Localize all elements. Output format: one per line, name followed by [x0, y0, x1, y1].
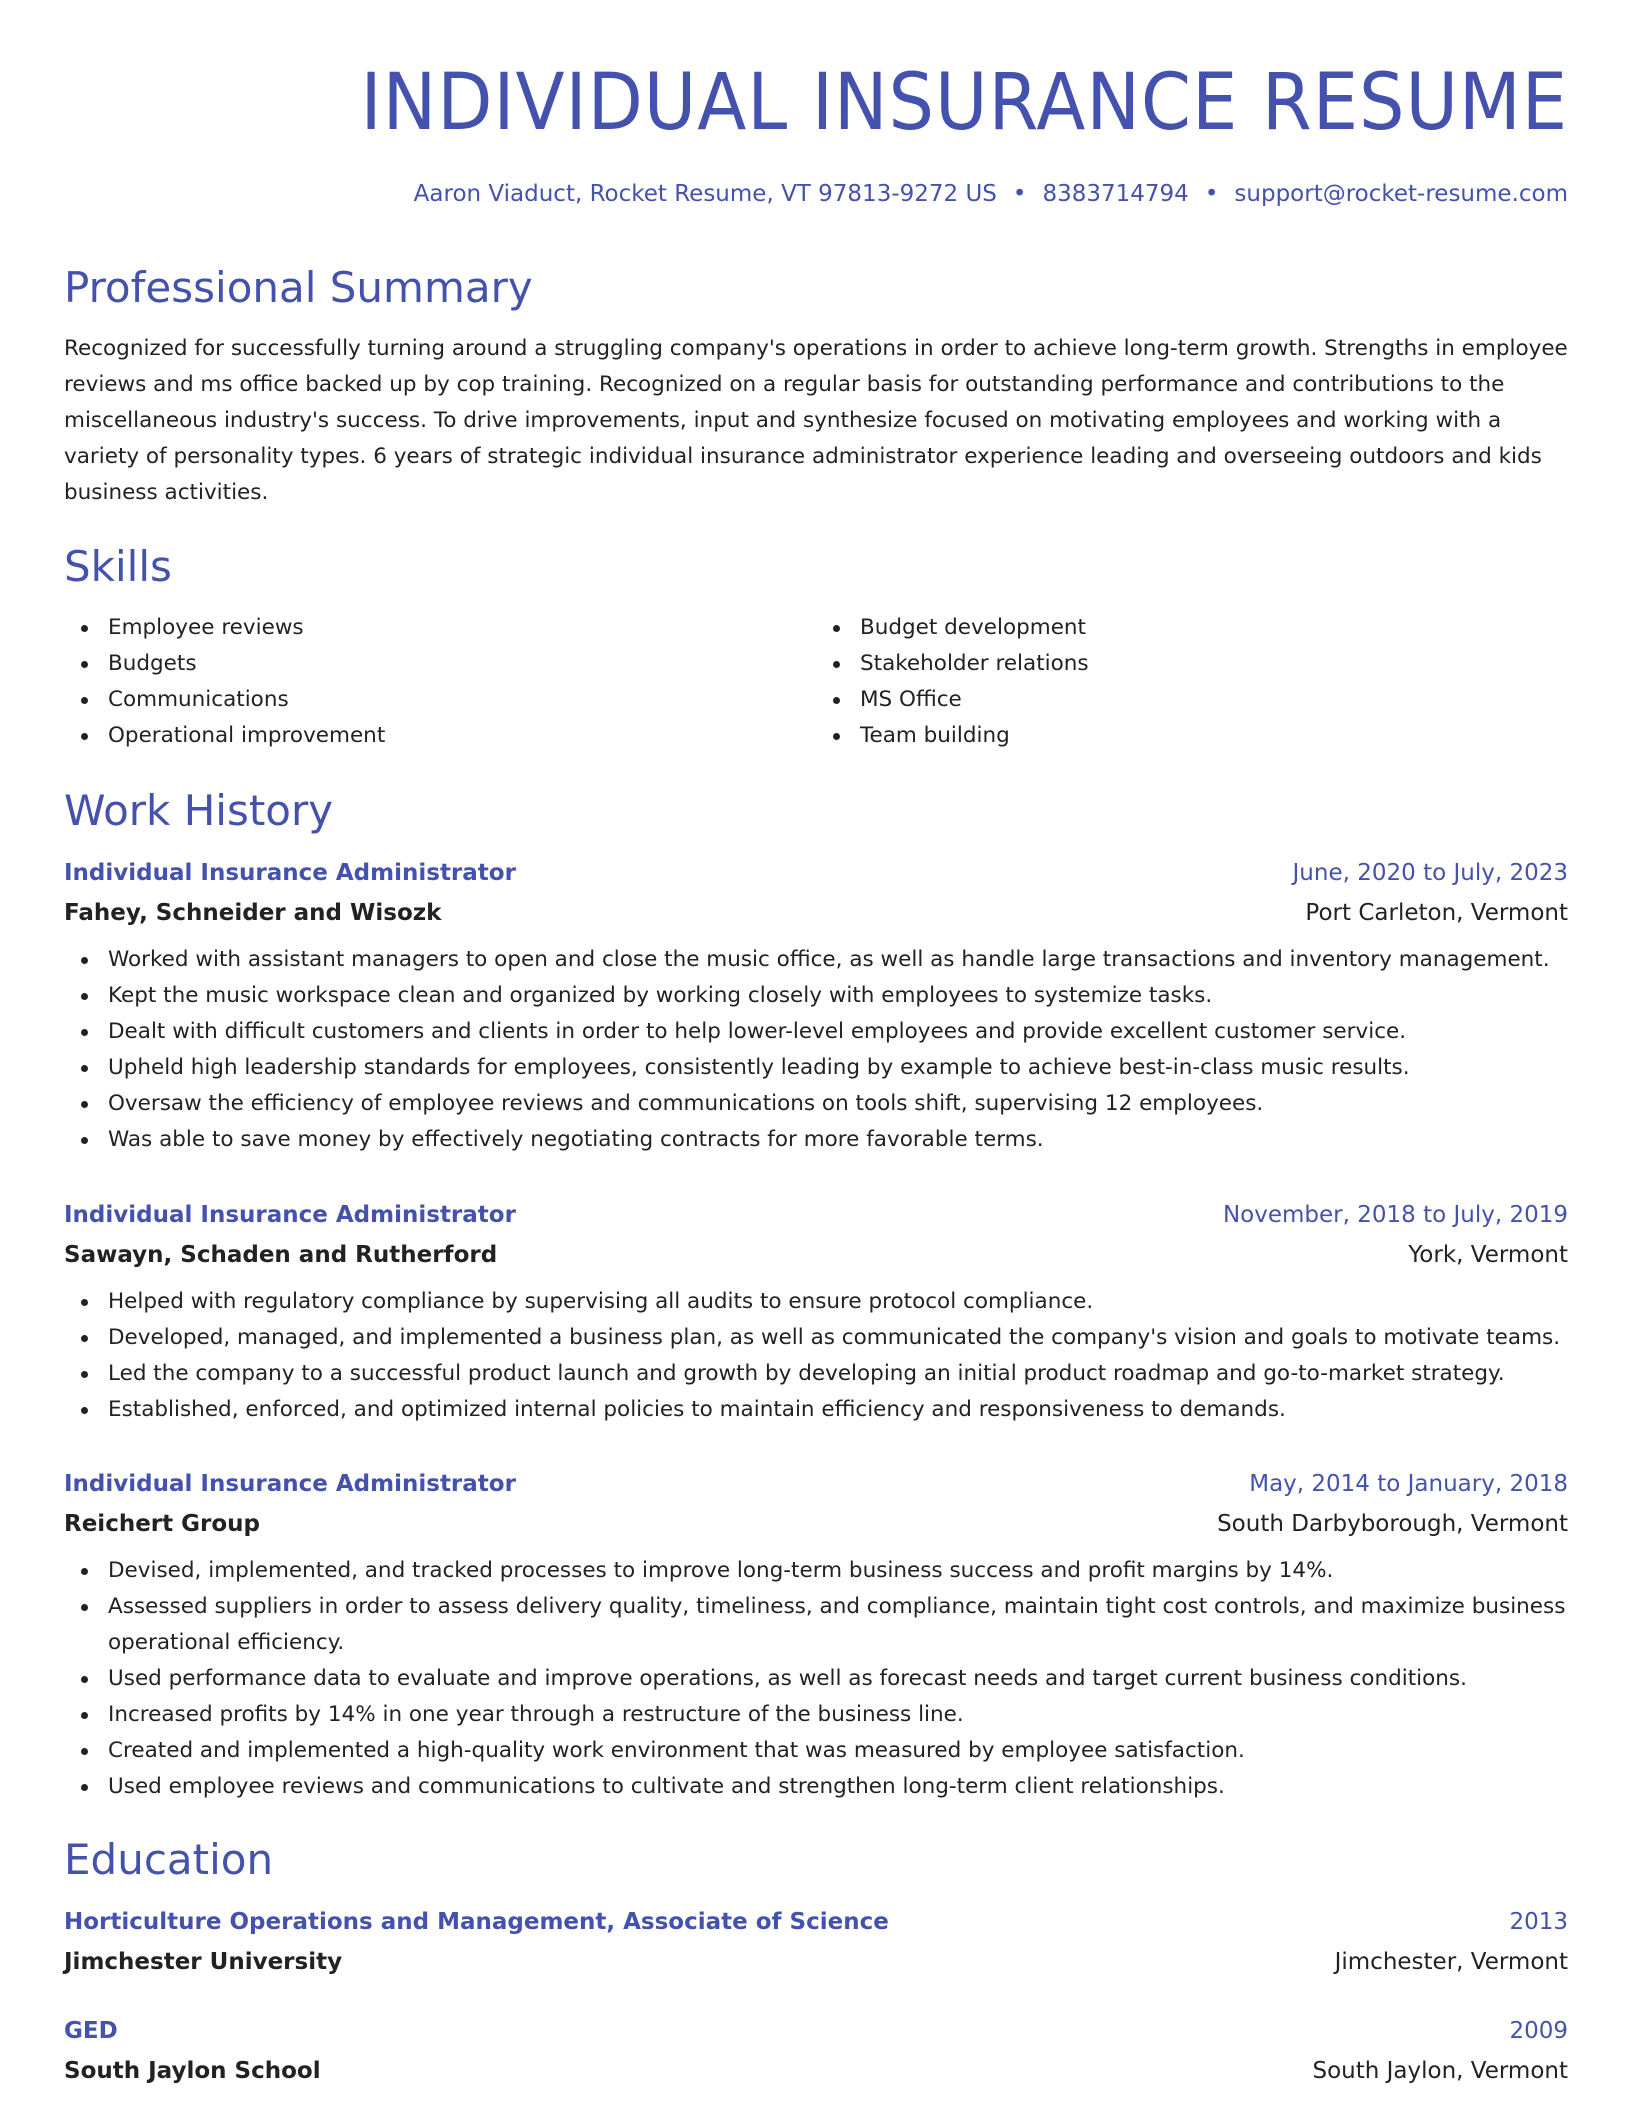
- job-location: York, Vermont: [1408, 1242, 1568, 1268]
- section-heading-summary: Professional Summary: [64, 263, 533, 312]
- education-school: Jimchester University: [64, 1949, 343, 1975]
- job-bullet: Dealt with difficult customers and clients in order to help lower-level employees and provide excellent customer service.: [64, 1014, 1568, 1050]
- job-bullets: [64, 1553, 1568, 1805]
- job-bullet: Was able to save money by effectively negotiating contracts for more favorable terms.: [64, 1122, 1568, 1158]
- job-dates: June, 2020 to July, 2023: [1292, 860, 1568, 886]
- education-degree: GED: [64, 2018, 118, 2044]
- skill-item: Employee reviews: [64, 610, 816, 646]
- summary-text: Recognized for successfully turning around a struggling company's operations in order to achieve long-term growth. Strengths in employee reviews and ms office backed up by cop training. Recognized on a regular basis for outstanding performance and contributions to the miscellaneous industry's success. To drive improvements, input and synthesize focused on motivating employees and working with a variety of personality types. 6 years of strategic individual insurance administrator experience leading and overseeing outdoors and kids business activities.: [64, 336, 1568, 505]
- job-bullet: Increased profits by 14% in one year through a restructure of the business line.: [64, 1697, 1568, 1733]
- section-heading-skills: Skills: [64, 542, 172, 591]
- contact-phone: 8383714794: [1042, 181, 1189, 207]
- job-subheader: [64, 898, 1568, 928]
- job-title: Individual Insurance Administrator: [64, 860, 516, 886]
- job-entry: [64, 1469, 1568, 1805]
- contact-address: Aaron Viaduct, Rocket Resume, VT 97813-9272 US: [413, 181, 997, 207]
- job-bullet: Created and implemented a high-quality work environment that was measured by employee satisfaction.: [64, 1733, 1568, 1769]
- job-header: [64, 1200, 1568, 1230]
- job-bullet: Oversaw the efficiency of employee reviews and communications on tools shift, supervising 12 employees.: [64, 1086, 1568, 1122]
- job-dates: May, 2014 to January, 2018: [1249, 1471, 1568, 1497]
- job-header: [64, 1469, 1568, 1499]
- job-header: [64, 858, 1568, 888]
- job-bullet: Kept the music workspace clean and organized by working closely with employees to systemize tasks.: [64, 978, 1568, 1014]
- job-entry: [64, 1200, 1568, 1428]
- job-title: Individual Insurance Administrator: [64, 1202, 516, 1228]
- job-company: Sawayn, Schaden and Rutherford: [64, 1242, 498, 1268]
- resume-title: INDIVIDUAL INSURANCE RESUME: [360, 58, 1568, 148]
- skills-section: [64, 540, 1568, 754]
- education-subheader: [64, 1947, 1568, 1977]
- skill-item: Stakeholder relations: [816, 646, 1568, 682]
- job-bullets: [64, 942, 1568, 1158]
- job-bullet: Used performance data to evaluate and improve operations, as well as forecast needs and target current business conditions.: [64, 1661, 1568, 1697]
- education-subheader: [64, 2056, 1568, 2086]
- job-bullet: Developed, managed, and implemented a business plan, as well as communicated the company's vision and goals to motivate teams.: [64, 1320, 1568, 1356]
- education-school: South Jaylon School: [64, 2058, 321, 2084]
- education-year: 2013: [1509, 1909, 1568, 1935]
- job-bullet: Worked with assistant managers to open and close the music office, as well as handle large transactions and inventory management.: [64, 942, 1568, 978]
- job-bullet: Led the company to a successful product launch and growth by developing an initial product roadmap and go-to-market strategy.: [64, 1356, 1568, 1392]
- contact-separator: •: [1012, 181, 1027, 207]
- job-subheader: [64, 1240, 1568, 1270]
- job-bullet: Helped with regulatory compliance by supervising all audits to ensure protocol compliance.: [64, 1284, 1568, 1320]
- education-location: South Jaylon, Vermont: [1312, 2058, 1568, 2084]
- job-bullet: Established, enforced, and optimized internal policies to maintain efficiency and responsiveness to demands.: [64, 1392, 1568, 1428]
- job-dates: November, 2018 to July, 2019: [1222, 1202, 1568, 1228]
- skill-item: Operational improvement: [64, 718, 816, 754]
- job-bullet: Devised, implemented, and tracked processes to improve long-term business success and profit margins by 14%.: [64, 1553, 1568, 1589]
- education-degree: Horticulture Operations and Management, Associate of Science: [64, 1909, 889, 1935]
- job-subheader: [64, 1509, 1568, 1539]
- education-header: [64, 1907, 1568, 1937]
- skill-item: Budgets: [64, 646, 816, 682]
- education-section: [64, 1833, 1568, 2084]
- contact-line: [414, 179, 1568, 209]
- education-location: Jimchester, Vermont: [1334, 1949, 1568, 1975]
- skill-item: Communications: [64, 682, 816, 718]
- job-bullet: Used employee reviews and communications to cultivate and strengthen long-term client relationships.: [64, 1769, 1568, 1805]
- job-bullets: [64, 1284, 1568, 1428]
- education-year: 2009: [1509, 2018, 1568, 2044]
- skill-item: MS Office: [816, 682, 1568, 718]
- work-history-section: [64, 784, 1568, 1799]
- job-company: Fahey, Schneider and Wisozk: [64, 900, 442, 926]
- job-title: Individual Insurance Administrator: [64, 1471, 516, 1497]
- education-entry: [64, 2016, 1568, 2086]
- contact-email[interactable]: support@rocket-resume.com: [1234, 181, 1568, 207]
- job-location: South Darbyborough, Vermont: [1217, 1511, 1568, 1537]
- skills-grid: [64, 610, 1568, 754]
- education-header: [64, 2016, 1568, 2046]
- job-entry: [64, 858, 1568, 1158]
- skills-list-right: [816, 610, 1568, 754]
- skills-list-left: [64, 610, 816, 754]
- skill-item: Budget development: [816, 610, 1568, 646]
- education-entry: [64, 1907, 1568, 1977]
- job-location: Port Carleton, Vermont: [1305, 900, 1568, 926]
- job-bullet: Upheld high leadership standards for employees, consistently leading by example to achieve best-in-class music results.: [64, 1050, 1568, 1086]
- job-company: Reichert Group: [64, 1511, 261, 1537]
- job-bullet: Assessed suppliers in order to assess delivery quality, timeliness, and compliance, maintain tight cost controls, and maximize business operational efficiency.: [64, 1589, 1568, 1661]
- skill-item: Team building: [816, 718, 1568, 754]
- summary-section: [64, 261, 1568, 511]
- contact-separator: •: [1204, 181, 1219, 207]
- section-heading-education: Education: [64, 1835, 274, 1884]
- section-heading-work: Work History: [64, 786, 334, 835]
